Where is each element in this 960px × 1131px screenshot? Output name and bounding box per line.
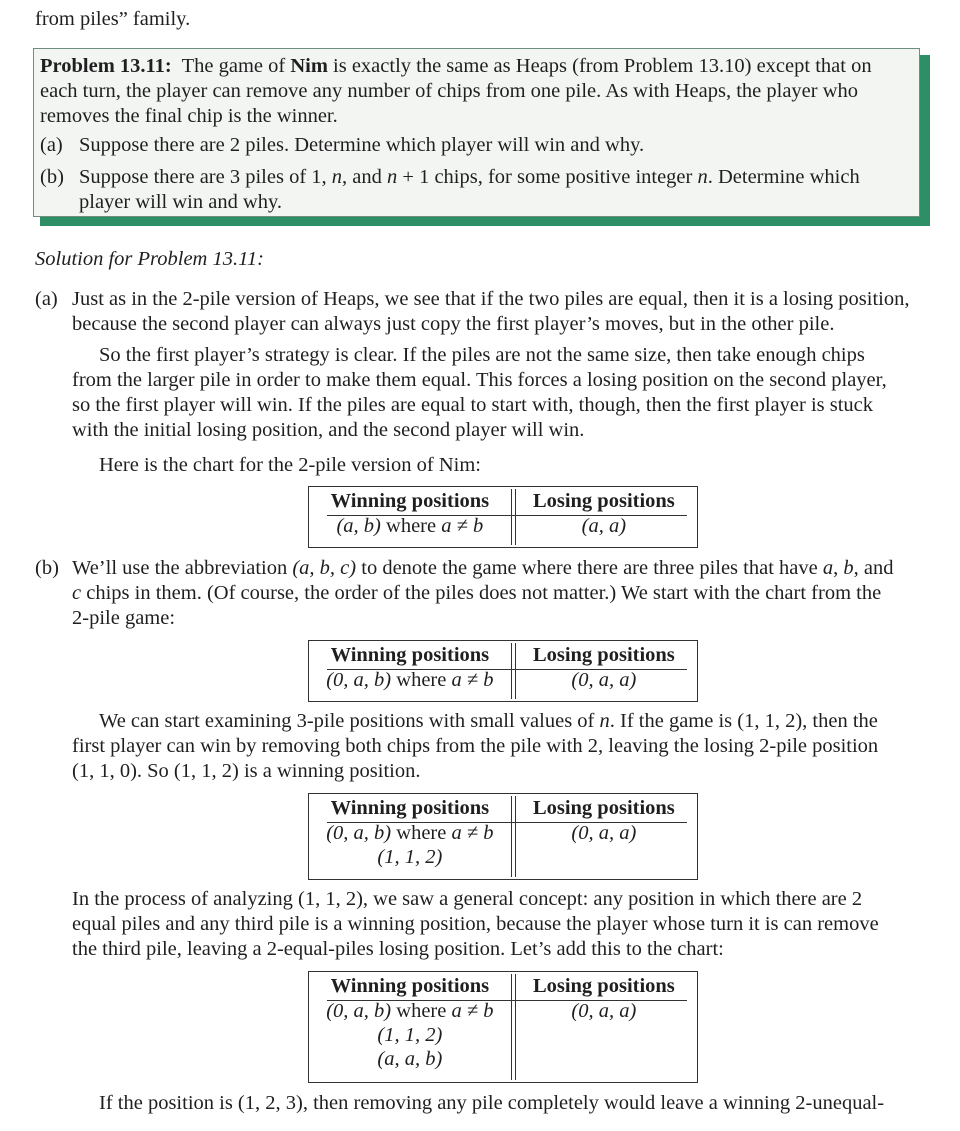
solution-text-line: with the initial losing position, and the second player will win. [72, 419, 585, 441]
solution-text-line [99, 709, 878, 734]
cell-text: where [391, 669, 452, 691]
solution-text-line: So the first player’s strategy is clear. If the piles are not the same size, then take enough chips [99, 344, 865, 366]
problem-text: is exactly the same as Heaps (from Problem 13.10) except that on [327, 55, 872, 77]
solution-text-line: Just as in the 2-pile version of Heaps, we see that if the two piles are equal, then it is a losing position, [72, 288, 910, 310]
losing-positions-column [511, 972, 697, 1071]
problem-statement-line-2: each turn, the player can remove any number of chips from one pile. As with Heaps, the player who [40, 80, 859, 102]
cell-text: where [380, 515, 442, 537]
problem-box [33, 48, 920, 217]
losing-positions-column [511, 794, 697, 869]
math-var: n [697, 166, 708, 188]
math-expression: (1, 1, 2) [377, 846, 443, 868]
table-header-winning: Winning positions [330, 797, 490, 819]
positions-table-1 [308, 486, 698, 548]
winning-position-entry [309, 668, 511, 692]
table-header-losing: Losing positions [532, 975, 675, 997]
table-header-winning: Winning positions [330, 490, 490, 512]
solution-text: We can start examining 3-pile positions with small values of [99, 710, 600, 732]
table-columns [309, 487, 697, 538]
header-rule [327, 515, 687, 516]
winning-position-entry [309, 1023, 511, 1047]
math-expression: (0, a, b) [326, 822, 392, 844]
problem-statement-line-1 [40, 54, 872, 79]
math-expression: (0, a, b) [326, 669, 392, 691]
solution-text: to denote the game where there are three piles that have [356, 557, 823, 579]
part-b-question-line-2: player will win and why. [79, 191, 283, 213]
solution-text-line [72, 581, 881, 606]
solution-text: . If the game is (1, 1, 2), then the [609, 710, 878, 732]
math-var: b [843, 557, 854, 579]
problem-label: Problem 13.11: [40, 55, 172, 77]
problem-text: + 1 chips, for some positive integer [397, 166, 698, 188]
solution-part-b-label: (b) [35, 557, 59, 579]
winning-positions-column [309, 972, 511, 1071]
problem-text: , and [342, 166, 388, 188]
solution-text: , and [853, 557, 894, 579]
losing-position-entry: (0, a, a) [571, 669, 637, 691]
table-header-losing: Losing positions [532, 797, 675, 819]
solution-text: , [833, 557, 844, 579]
carry-over-text: from piles” family. [35, 8, 191, 30]
solution-title: Solution for Problem 13.11: [35, 248, 264, 270]
math-var: n [387, 166, 398, 188]
math-expression: (0, a, b) [326, 1000, 392, 1022]
winning-positions-column [309, 487, 511, 538]
problem-text: The game of [181, 55, 291, 77]
math-expression: a ≠ b [451, 669, 494, 691]
winning-position-entry [309, 821, 511, 845]
solution-text-line: If the position is (1, 2, 3), then removing any pile completely would leave a winning 2-unequal- [99, 1092, 885, 1114]
solution-text: chips in them. (Of course, the order of the piles does not matter.) We start with the chart from the [81, 582, 882, 604]
solution-text-line: because the second player can always just copy the first player’s moves, but in the other pile. [72, 313, 835, 335]
table-header-losing: Losing positions [532, 644, 675, 666]
problem-text: Suppose there are 3 piles of 1, [79, 166, 332, 188]
positions-table-2 [308, 640, 698, 702]
column-divider-double-line [511, 489, 516, 545]
solution-text-line: so the first player will win. If the piles are equal to start with, though, then the first player is stuck [72, 394, 874, 416]
solution-text-line: 2-pile game: [72, 607, 176, 629]
solution-text-line: In the process of analyzing (1, 1, 2), we saw a general concept: any position in which there are 2 [72, 888, 863, 910]
math-expression: (1, 1, 2) [377, 1024, 443, 1046]
positions-table-4 [308, 971, 698, 1083]
losing-position-entry: (a, a) [581, 515, 627, 537]
table-columns [309, 641, 697, 692]
solution-text-line: the third pile, leaving a 2-equal-piles losing position. Let’s add this to the chart: [72, 938, 724, 960]
cell-text: where [391, 822, 452, 844]
solution-text-line: equal piles and any third pile is a winning position, because the player whose turn it is can remove [72, 913, 879, 935]
math-var: n [331, 166, 343, 188]
math-expression: (a, b) [336, 515, 381, 537]
solution-text-line: first player can win by removing both chips from the pile with 2, leaving the losing 2-pile position [72, 735, 879, 757]
part-a-label: (a) [40, 134, 63, 156]
solution-text: We’ll use the abbreviation [72, 557, 293, 579]
part-a-question: Suppose there are 2 piles. Determine which player will win and why. [79, 134, 645, 156]
winning-position-entry [309, 999, 511, 1023]
problem-statement-line-3: removes the final chip is the winner. [40, 105, 338, 127]
nim-term: Nim [290, 55, 328, 77]
winning-position-entry [309, 1047, 511, 1071]
header-rule [327, 1000, 687, 1001]
column-divider-double-line [511, 974, 516, 1080]
column-divider-double-line [511, 643, 516, 699]
problem-text: . Determine which [707, 166, 860, 188]
solution-text-line [72, 556, 893, 581]
column-divider-double-line [511, 796, 516, 877]
losing-positions-column [511, 487, 697, 538]
solution-text-line: Here is the chart for the 2-pile version of Nim: [99, 454, 481, 476]
math-var: n [599, 710, 610, 732]
cell-text: where [391, 1000, 452, 1022]
solution-part-a-label: (a) [35, 288, 58, 310]
losing-position-entry: (0, a, a) [571, 822, 637, 844]
math-expression: a ≠ b [441, 515, 484, 537]
math-var: c [72, 582, 82, 604]
part-b-label: (b) [40, 166, 64, 188]
table-columns [309, 794, 697, 869]
table-header-losing: Losing positions [532, 490, 675, 512]
math-var: a [822, 557, 834, 579]
math-expression: a ≠ b [451, 1000, 494, 1022]
solution-text-line: (1, 1, 0). So (1, 1, 2) is a winning position. [72, 760, 421, 782]
winning-positions-column [309, 794, 511, 869]
table-columns [309, 972, 697, 1071]
winning-position-entry [309, 514, 511, 538]
losing-positions-column [511, 641, 697, 692]
part-b-question-line-1 [79, 165, 860, 190]
table-header-winning: Winning positions [330, 975, 490, 997]
math-expression: a ≠ b [451, 822, 494, 844]
header-rule [327, 669, 687, 670]
math-expression: (a, a, b) [377, 1048, 443, 1070]
winning-positions-column [309, 641, 511, 692]
winning-position-entry [309, 845, 511, 869]
math-tuple: (a, b, c) [292, 557, 357, 579]
table-header-winning: Winning positions [330, 644, 490, 666]
solution-text-line: from the larger pile in order to make them equal. This forces a losing position on the second player, [72, 369, 887, 391]
positions-table-3 [308, 793, 698, 880]
losing-position-entry: (0, a, a) [571, 1000, 637, 1022]
header-rule [327, 822, 687, 823]
